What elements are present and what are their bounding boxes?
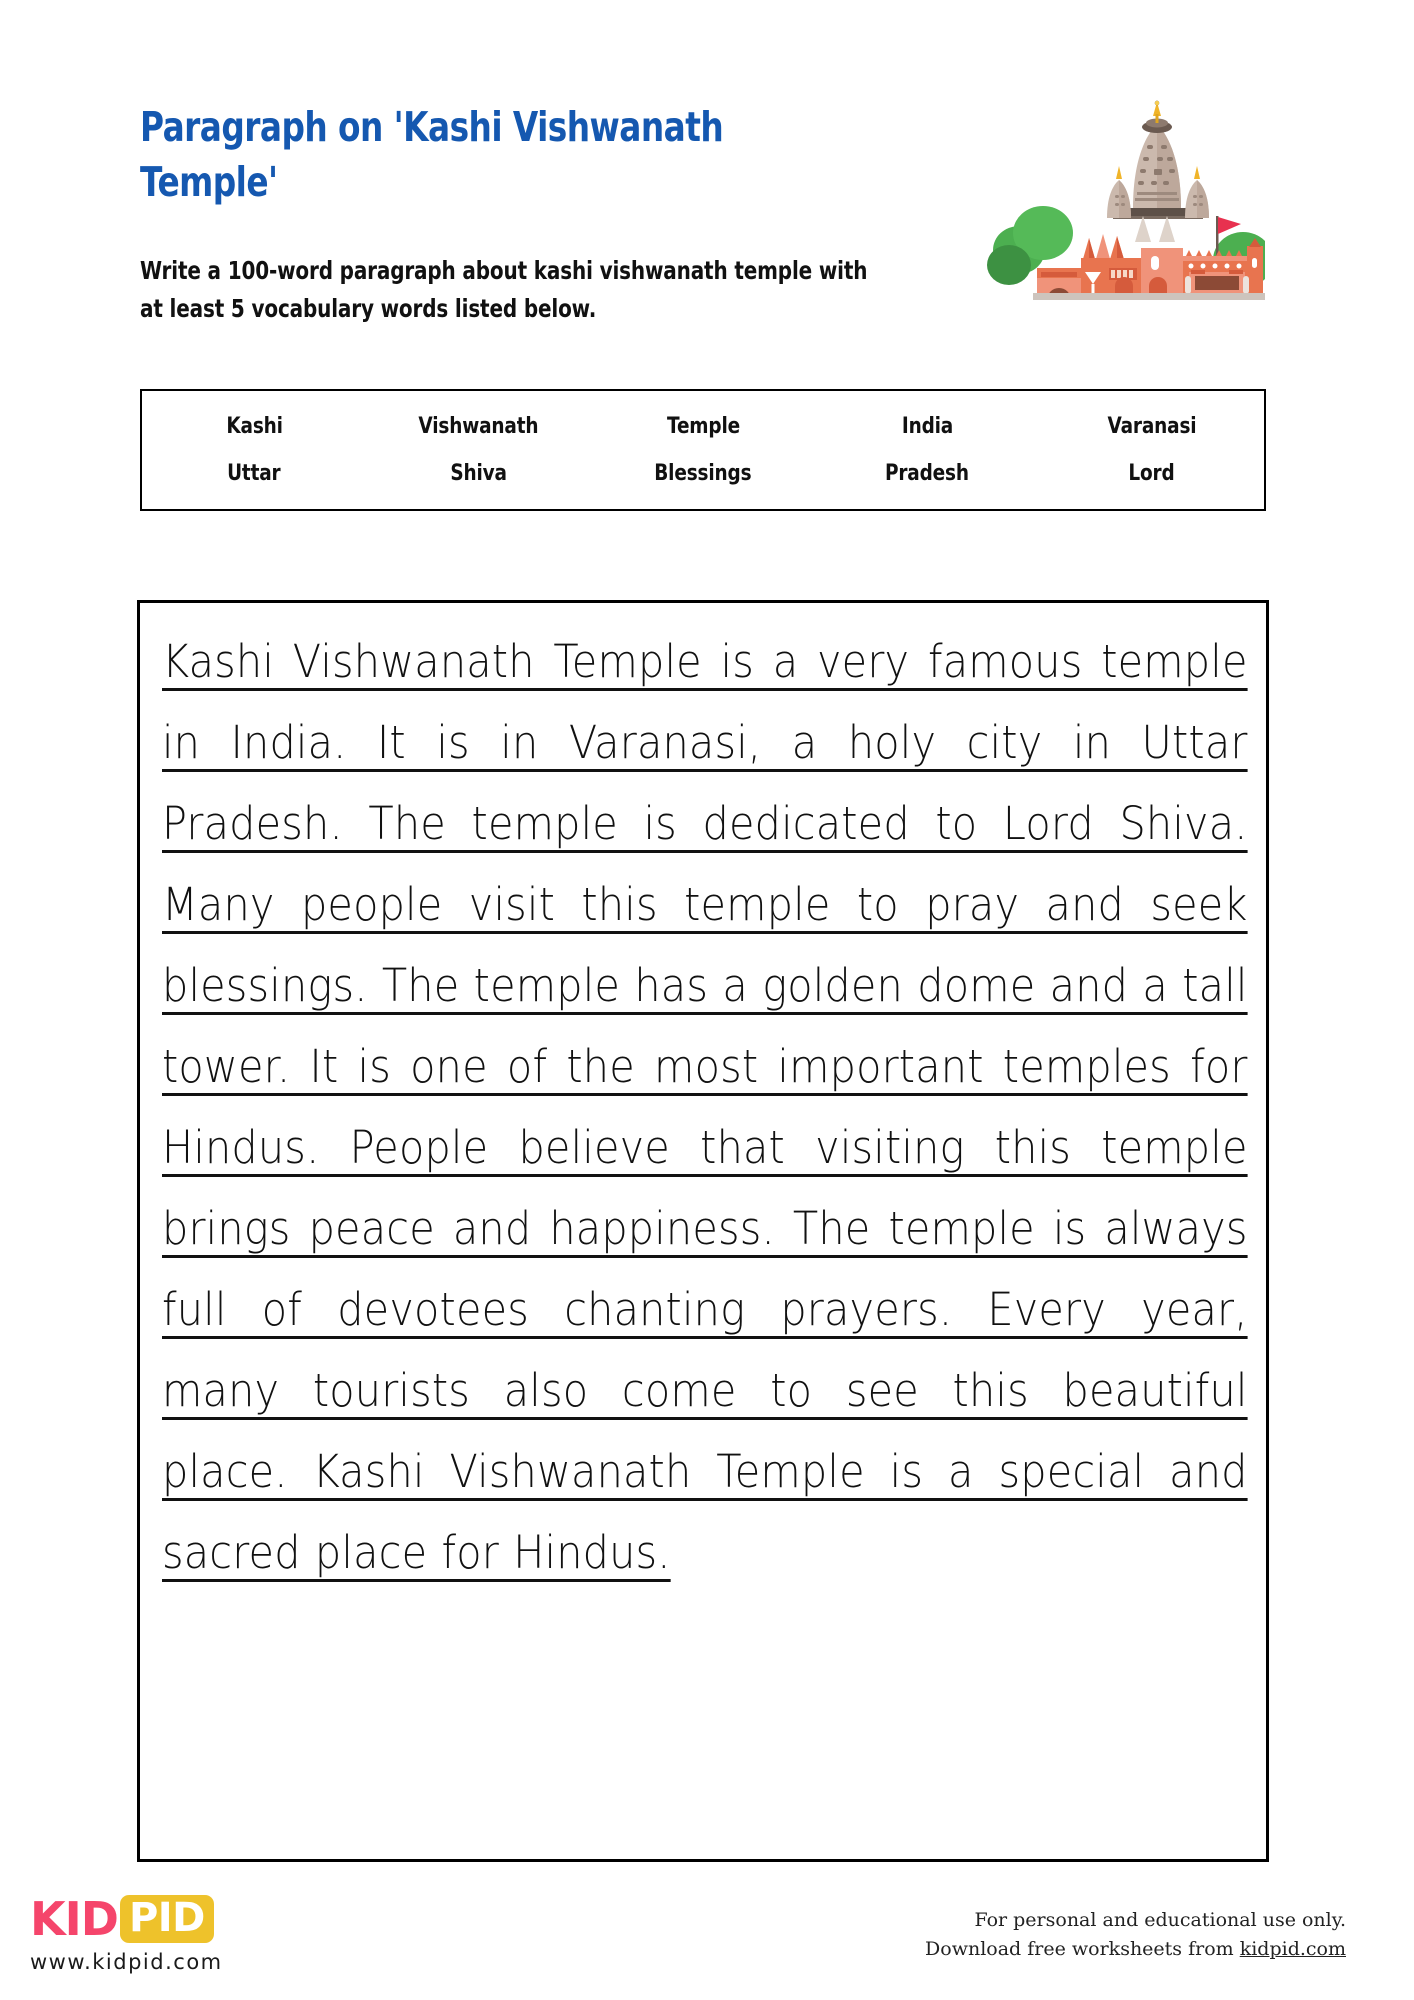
vocabulary-word: Kashi [225, 414, 283, 439]
page-title: Paragraph on 'Kashi Vishwanath Temple' [140, 103, 735, 206]
footer-note-line-1: For personal and educational use only. [974, 1909, 1346, 1931]
vocabulary-word: Uttar [227, 461, 281, 486]
logo-website-url: www.kidpid.com [30, 1950, 223, 1974]
logo-pid-text: PID [128, 1895, 205, 1941]
worksheet-instruction: Write a 100-word paragraph about kashi vishwanath temple with at least 5 vocabulary words listed below. [140, 256, 875, 323]
answer-box[interactable] [137, 600, 1269, 1862]
temple-main-dome [1133, 101, 1181, 208]
vocabulary-word: India [901, 414, 954, 439]
vocabulary-word: Vishwanath [418, 414, 539, 439]
temple-illustration [985, 100, 1265, 300]
vocabulary-word: Shiva [450, 461, 507, 486]
vocabulary-word-box [140, 389, 1266, 511]
logo-kid-text: KID [30, 1892, 118, 1946]
vocabulary-word: Blessings [654, 461, 752, 486]
kidpid-logo [30, 1893, 290, 1985]
vocabulary-word: Varanasi [1107, 414, 1197, 439]
footer-note-line-2 [925, 1935, 1346, 1964]
vocabulary-word: Pradesh [885, 461, 970, 486]
footer-note-prefix: Download free worksheets from [925, 1938, 1240, 1961]
vocabulary-word: Lord [1128, 461, 1175, 486]
vocabulary-word: Temple [666, 414, 740, 439]
temple-right-arcade [1185, 270, 1249, 294]
footer-website-link[interactable]: kidpid.com [1239, 1938, 1346, 1961]
logo-wordmark [30, 1893, 290, 1945]
answer-paragraph[interactable]: Kashi Vishwanath Temple is a very famous temple in India. It is in Varanasi, a holy city in Uttar Pradesh. The temple is dedicated to Lord Shiva. Many people visit this temple to pray and seek blessings. The temple has a golden dome and a tall tower. It is one of the most important temples for Hindus. People believe that visiting this temple brings peace and happiness. The temple is always full of devotees chanting prayers. Every year, many tourists also come to see this beautiful place. Kashi Vishwanath Temple is a special and sacred place for Hindus. [162, 635, 1248, 1579]
vocabulary-row [142, 461, 1264, 486]
vocabulary-row [142, 414, 1264, 439]
logo-pid-badge [120, 1895, 214, 1943]
footer-usage-note [925, 1906, 1346, 1965]
